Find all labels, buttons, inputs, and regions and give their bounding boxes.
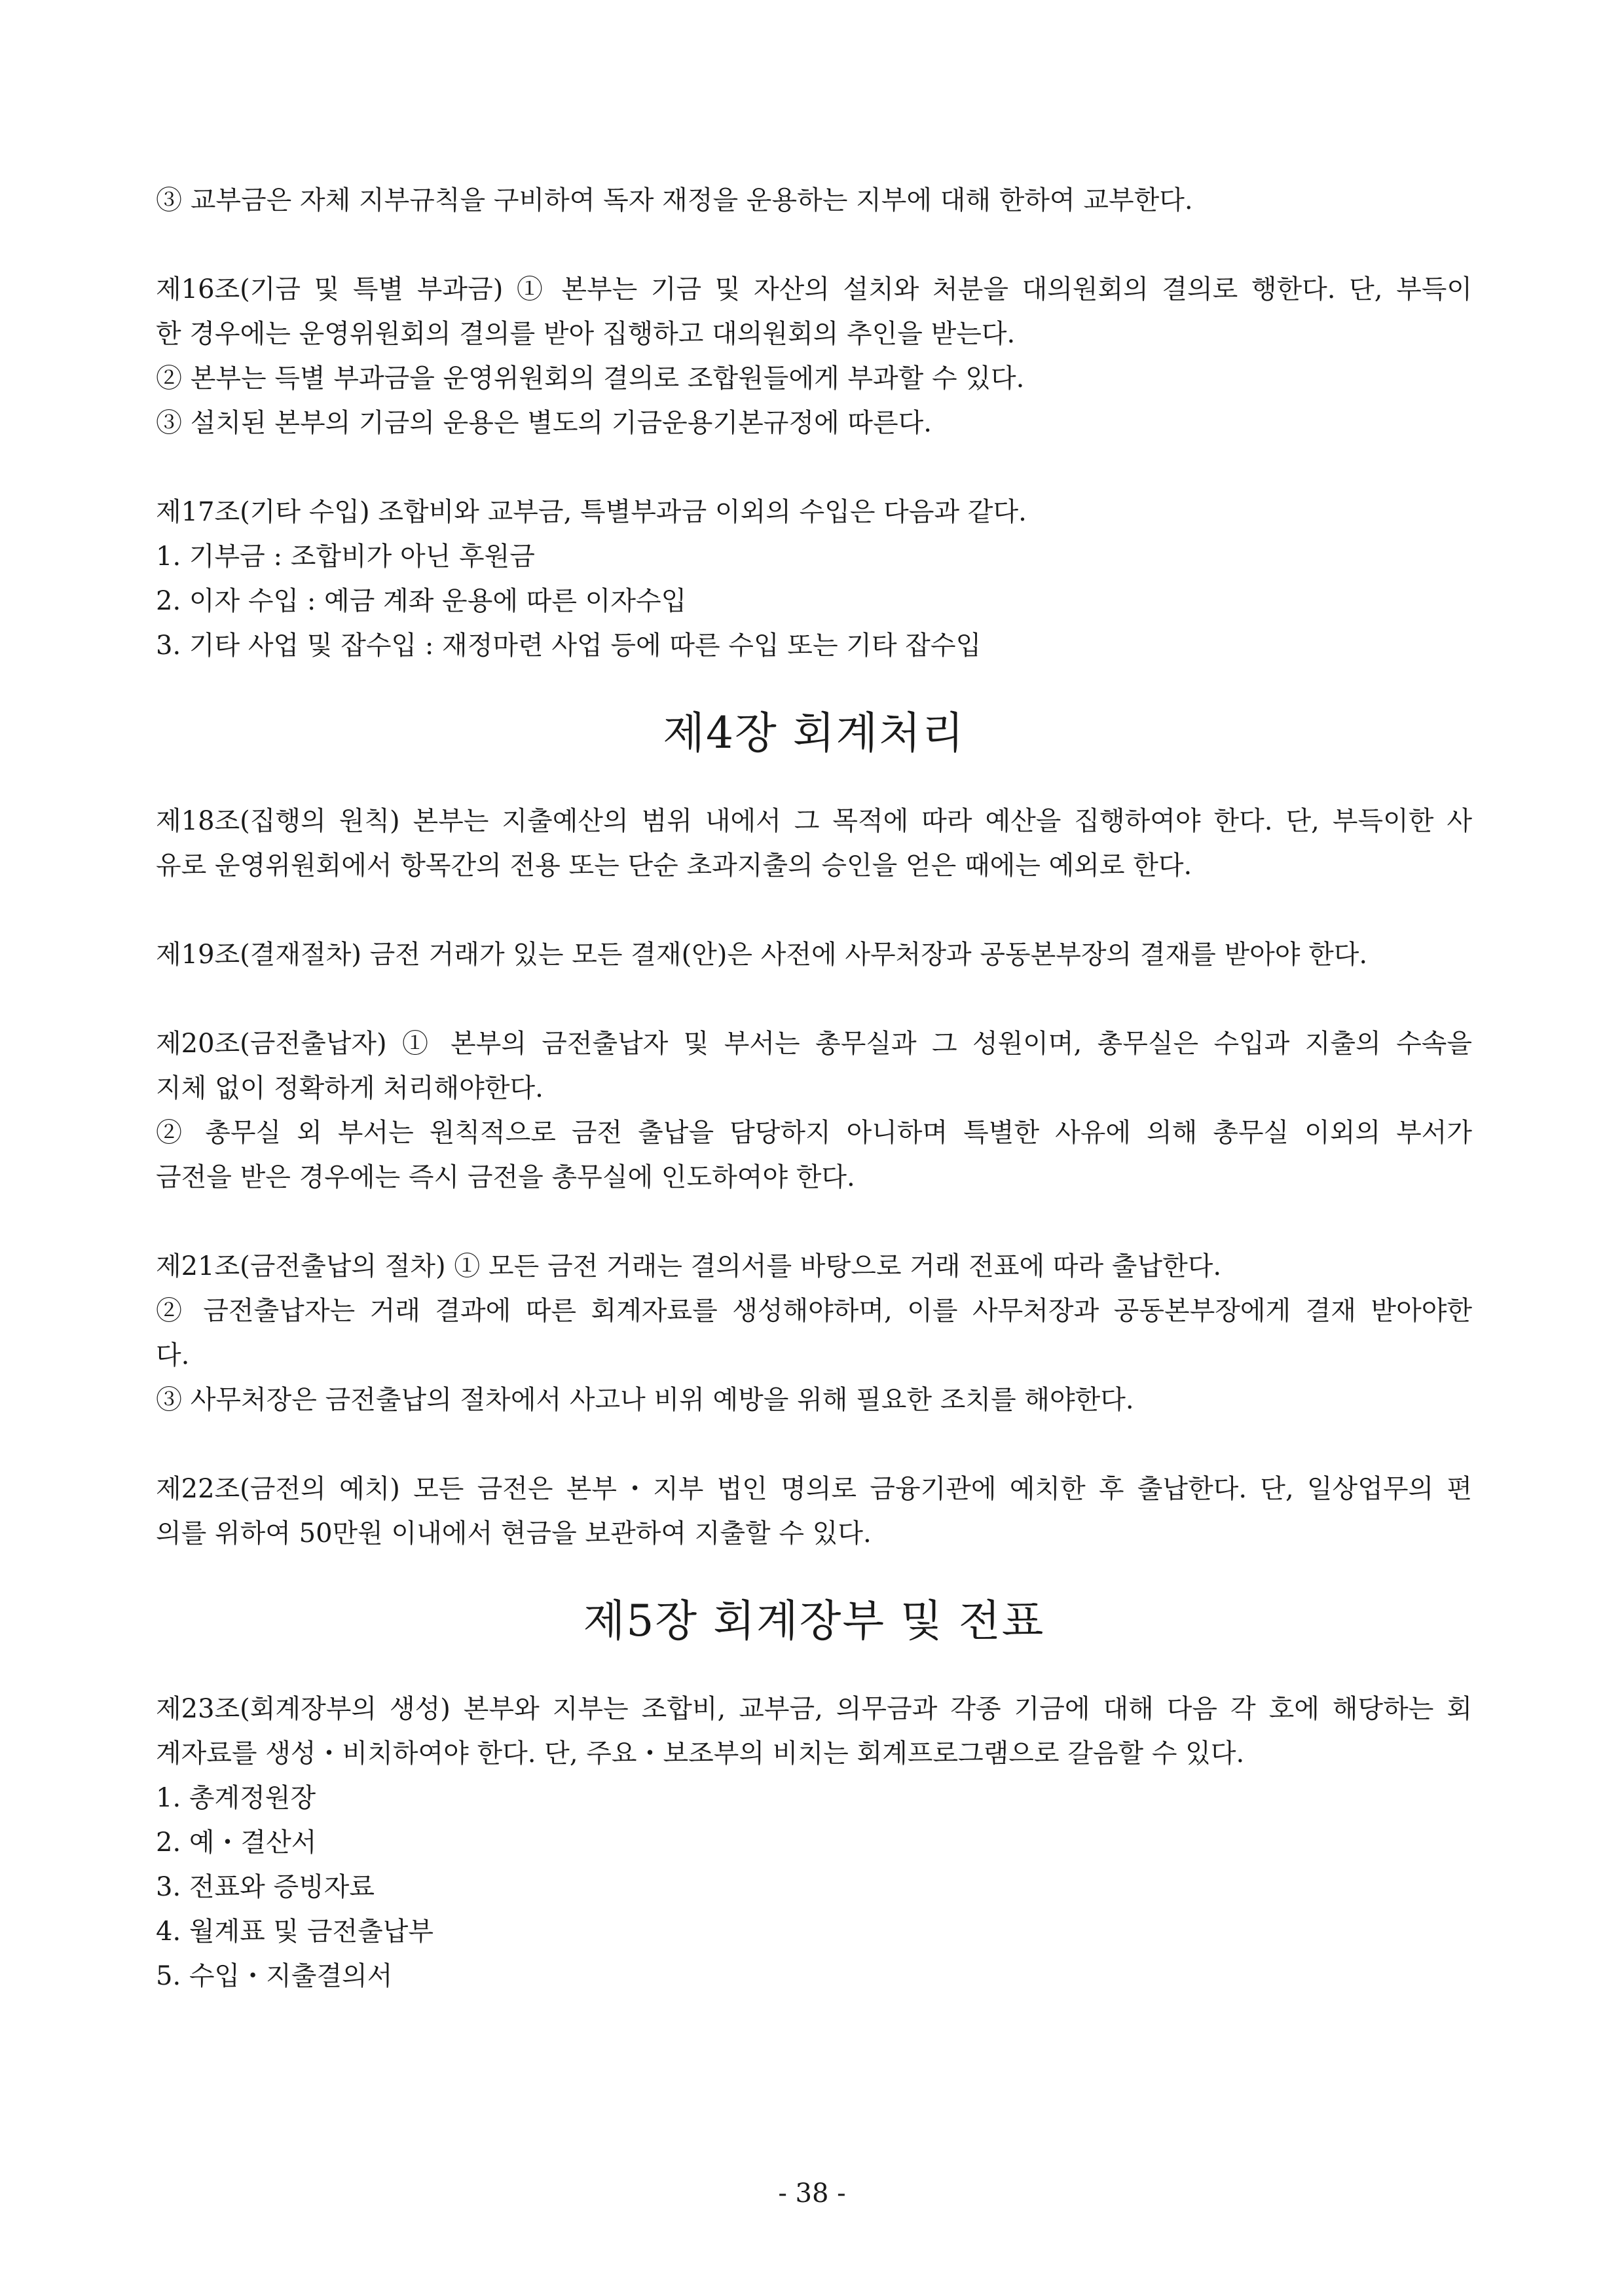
text-line: 제18조(집행의 원칙) 본부는 지출예산의 범위 내에서 그 목적에 따라 예산을 집행하여야 한다. 단, 부득이한 사 <box>156 806 1472 836</box>
text-line: ② 금전출납자는 거래 결과에 따른 회계자료를 생성해야하며, 이를 사무처장과 공동본부장에게 결재 받아야한 <box>156 1296 1472 1326</box>
document-body <box>156 178 1472 1998</box>
paragraph-gap <box>156 977 1472 1021</box>
text-line: ③ 설치된 본부의 기금의 운용은 별도의 기금운용기본규정에 따른다. <box>156 408 932 438</box>
text-line: 제21조(금전출납의 절차) ① 모든 금전 거래는 결의서를 바탕으로 거래 전표에 따라 출납한다. <box>156 1251 1222 1281</box>
text-line: 1. 기부금 : 조합비가 아닌 후원금 <box>156 542 535 572</box>
text-line: 다. <box>156 1340 190 1370</box>
paragraph-gap <box>156 223 1472 267</box>
text-line: 제17조(기타 수입) 조합비와 교부금, 특별부과금 이외의 수입은 다음과 같다. <box>156 497 1027 527</box>
text-line: ② 본부는 득별 부과금을 운영위원회의 결의로 조합원들에게 부과할 수 있다. <box>156 363 1025 394</box>
paragraph-gap <box>156 1422 1472 1467</box>
text-line: 금전을 받은 경우에는 즉시 금전을 총무실에 인도하여야 한다. <box>156 1162 855 1192</box>
text-line: 제16조(기금 및 특별 부과금) ① 본부는 기금 및 자산의 설치와 처분을 대의원회의 결의로 행한다. 단, 부득이 <box>156 274 1472 304</box>
text-line: 제23조(회계장부의 생성) 본부와 지부는 조합비, 교부금, 의무금과 각종 기금에 대해 다음 각 호에 해당하는 회 <box>156 1694 1472 1724</box>
text-line: 제19조(결재절차) 금전 거래가 있는 모든 결재(안)은 사전에 사무처장과 공동본부장의 결재를 받아야 한다. <box>156 940 1368 970</box>
chapter-heading: 제4장 회계처리 <box>663 708 965 758</box>
text-line: 유로 운영위원회에서 항목간의 전용 또는 단순 초과지출의 승인을 얻은 때에는 예외로 한다. <box>156 851 1192 881</box>
text-line: 의를 위하여 50만원 이내에서 현금을 보관하여 지출할 수 있다. <box>156 1518 872 1549</box>
text-line: 5. 수입・지출결의서 <box>156 1961 393 1991</box>
paragraph-gap <box>156 888 1472 932</box>
text-line: 3. 전표와 증빙자료 <box>156 1872 375 1902</box>
text-line: 2. 예・결산서 <box>156 1827 317 1858</box>
text-line: 1. 총계정원장 <box>156 1783 316 1813</box>
text-line: 3. 기타 사업 및 잡수입 : 재정마련 사업 등에 따른 수입 또는 기타 잡수입 <box>156 631 982 661</box>
text-line: 한 경우에는 운영위원회의 결의를 받아 집행하고 대의원회의 추인을 받는다. <box>156 319 1016 349</box>
text-line: ③ 교부금은 자체 지부규칙을 구비하여 독자 재정을 운용하는 지부에 대해 한하여 교부한다. <box>156 185 1193 215</box>
section-gap <box>156 668 1472 701</box>
text-line: ③ 사무처장은 금전출납의 절차에서 사고나 비위 예방을 위해 필요한 조치를 해야한다. <box>156 1385 1134 1415</box>
section-gap <box>156 1654 1472 1687</box>
text-line: 제20조(금전출납자) ① 본부의 금전출납자 및 부서는 총무실과 그 성원이며, 총무실은 수입과 지출의 수속을 <box>156 1029 1472 1059</box>
section-gap <box>156 766 1472 799</box>
chapter-heading: 제5장 회계장부 및 전표 <box>583 1596 1045 1646</box>
text-line: ② 총무실 외 부서는 원칙적으로 금전 출납을 담당하지 아니하며 특별한 사유에 의해 총무실 이외의 부서가 <box>156 1118 1472 1148</box>
text-line: 4. 월계표 및 금전출납부 <box>156 1917 434 1947</box>
text-line: 지체 없이 정확하게 처리해야한다. <box>156 1073 544 1103</box>
section-gap <box>156 1556 1472 1588</box>
paragraph-gap <box>156 1200 1472 1244</box>
text-line: 계자료를 생성・비치하여야 한다. 단, 주요・보조부의 비치는 회계프로그램으로 갈음할 수 있다. <box>156 1738 1245 1769</box>
page-number: - 38 - <box>778 2178 846 2209</box>
paragraph-gap <box>156 445 1472 490</box>
text-line: 제22조(금전의 예치) 모든 금전은 본부・지부 법인 명의로 금융기관에 예치한 후 출납한다. 단, 일상업무의 편 <box>156 1474 1472 1504</box>
text-line: 2. 이자 수입 : 예금 계좌 운용에 따른 이자수입 <box>156 586 687 616</box>
